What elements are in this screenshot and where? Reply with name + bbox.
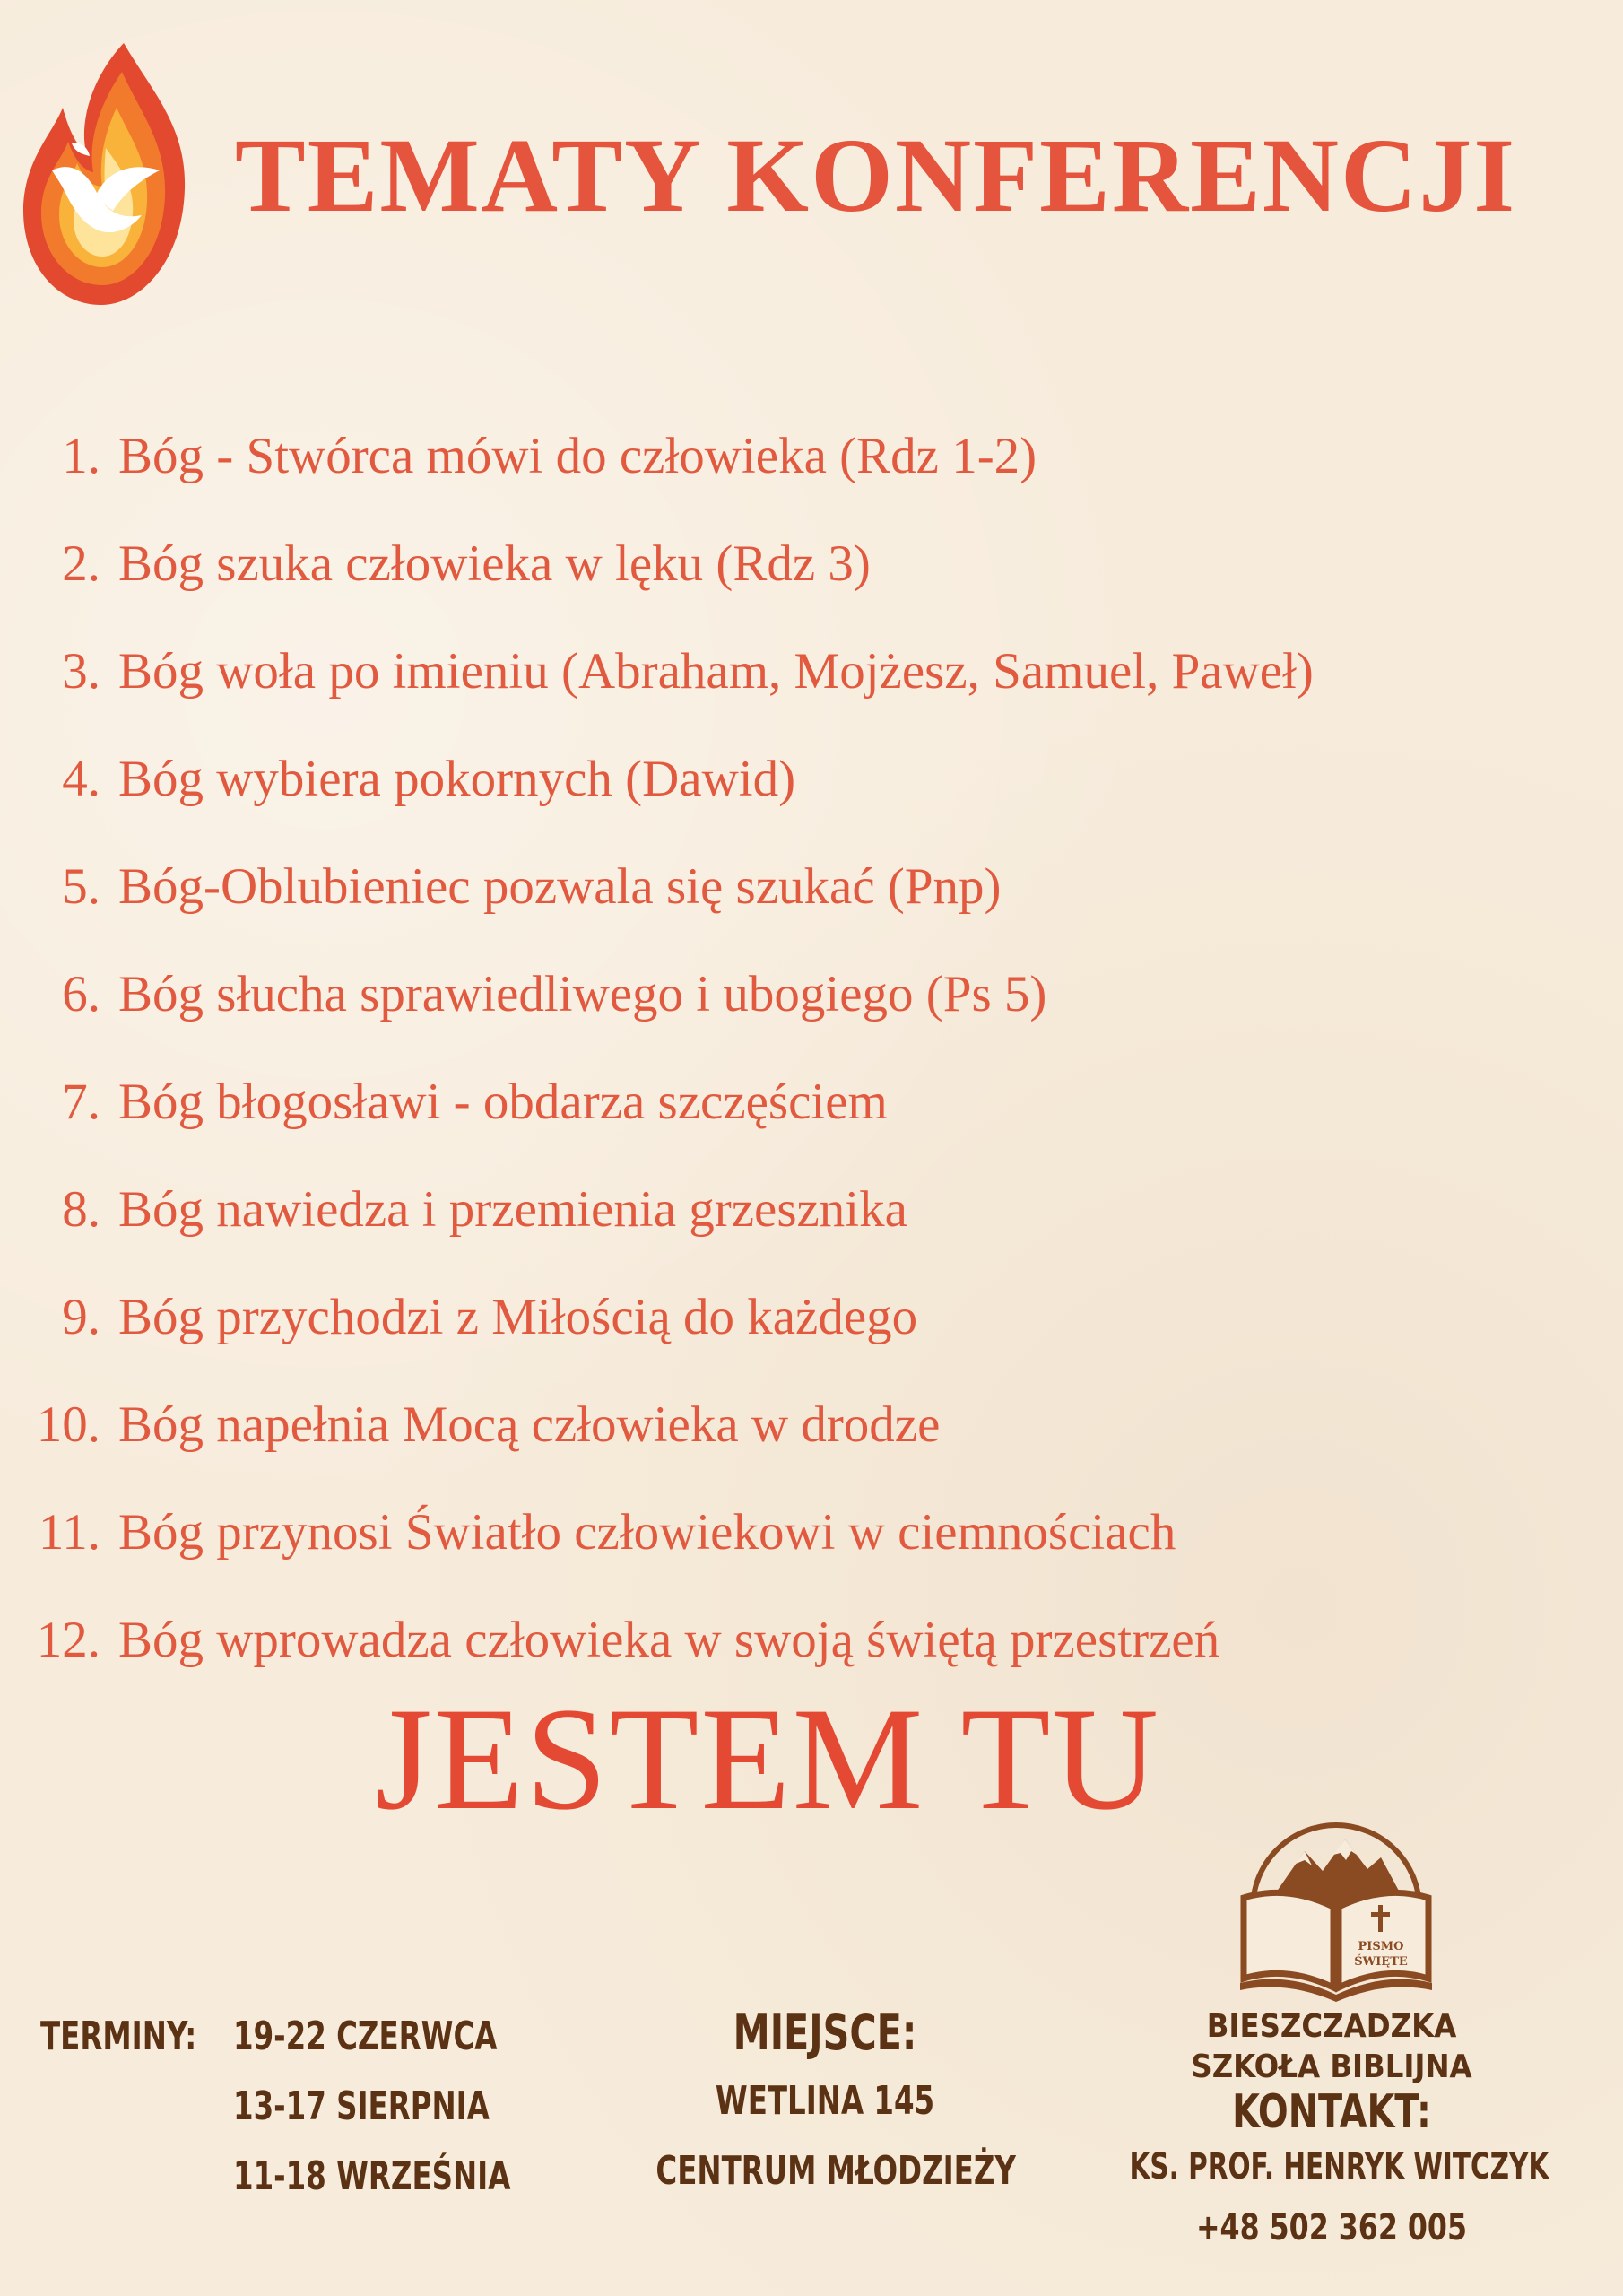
list-item — [0, 1370, 1314, 1478]
place-venue: CENTRUM MŁODZIEŻY — [655, 2148, 1016, 2194]
place-block — [619, 2005, 1031, 2218]
organizer-line: SZKOŁA BIBLIJNA — [1191, 2048, 1472, 2085]
list-item — [0, 725, 1314, 832]
item-text: Bóg słucha sprawiedliwego i ubogiego (Ps 5) — [118, 965, 1047, 1022]
item-number: 8. — [62, 1180, 100, 1238]
item-number: 1. — [62, 427, 100, 484]
open-bible-mountains-icon — [1233, 1808, 1439, 2005]
contact-label: KONTAKT: — [1232, 2085, 1431, 2139]
item-number: 9. — [62, 1288, 100, 1345]
contact-block — [1085, 2085, 1578, 2248]
item-number: 10. — [36, 1396, 100, 1453]
item-text: Bóg-Oblubieniec pozwala się szukać (Pnp) — [118, 857, 1002, 915]
list-item — [0, 1478, 1314, 1586]
place-label: MIEJSCE: — [733, 2005, 917, 2061]
contact-phone[interactable]: +48 502 362 005 — [1196, 2207, 1467, 2248]
item-number: 12. — [36, 1611, 100, 1668]
item-number: 4. — [62, 750, 100, 807]
logo-text-2: ŚWIĘTE — [1354, 1955, 1408, 1969]
term-date: 13-17 SIERPNIA — [233, 2083, 490, 2129]
terms-label: TERMINY: — [40, 2013, 197, 2059]
item-text: Bóg napełnia Mocą człowieka w drodze — [118, 1396, 941, 1453]
list-item — [0, 402, 1314, 509]
topics-list — [0, 402, 1314, 1693]
item-text: Bóg woła po imieniu (Abraham, Mojżesz, Samuel, Paweł) — [118, 642, 1314, 700]
item-text: Bóg przychodzi z Miłością do każdego — [118, 1288, 918, 1345]
list-item — [0, 1263, 1314, 1370]
item-number: 3. — [62, 642, 100, 700]
item-number: 5. — [62, 857, 100, 915]
page-title: TEMATY KONFERENCJI — [235, 117, 1517, 234]
flame-dove-icon — [16, 36, 195, 323]
item-text: Bóg wybiera pokornych (Dawid) — [118, 750, 796, 807]
contact-name: KS. PROF. HENRYK WITCZYK — [1129, 2146, 1549, 2187]
organizer-line: BIESZCZADZKA — [1206, 2008, 1457, 2045]
list-item — [0, 509, 1314, 617]
term-date: 11-18 WRZEŚNIA — [233, 2153, 511, 2199]
list-item — [0, 1586, 1314, 1693]
list-item — [0, 617, 1314, 725]
item-text: Bóg wprowadza człowieka w swoją świętą przestrzeń — [118, 1611, 1220, 1668]
item-number: 6. — [62, 965, 100, 1022]
place-address: WETLINA 145 — [715, 2078, 935, 2124]
list-item — [0, 832, 1314, 940]
item-text: Bóg przynosi Światło człowiekowi w ciemnościach — [118, 1503, 1176, 1561]
item-number: 7. — [62, 1073, 100, 1130]
item-text: Bóg nawiedza i przemienia grzesznika — [118, 1180, 907, 1238]
slogan: JESTEM TU — [375, 1678, 1161, 1840]
item-text: Bóg - Stwórca mówi do człowieka (Rdz 1-2) — [118, 427, 1037, 484]
item-number: 2. — [62, 535, 100, 592]
logo-text-1: PISMO — [1358, 1940, 1404, 1953]
term-date: 19-22 CZERWCA — [233, 2013, 498, 2059]
terms-list — [233, 2013, 571, 2223]
organizer — [1130, 2006, 1533, 2087]
item-number: 11. — [38, 1503, 100, 1561]
item-text: Bóg błogosławi - obdarza szczęściem — [118, 1073, 888, 1130]
item-text: Bóg szuka człowieka w lęku (Rdz 3) — [118, 535, 871, 592]
list-item — [0, 1155, 1314, 1263]
list-item — [0, 940, 1314, 1048]
list-item — [0, 1048, 1314, 1155]
